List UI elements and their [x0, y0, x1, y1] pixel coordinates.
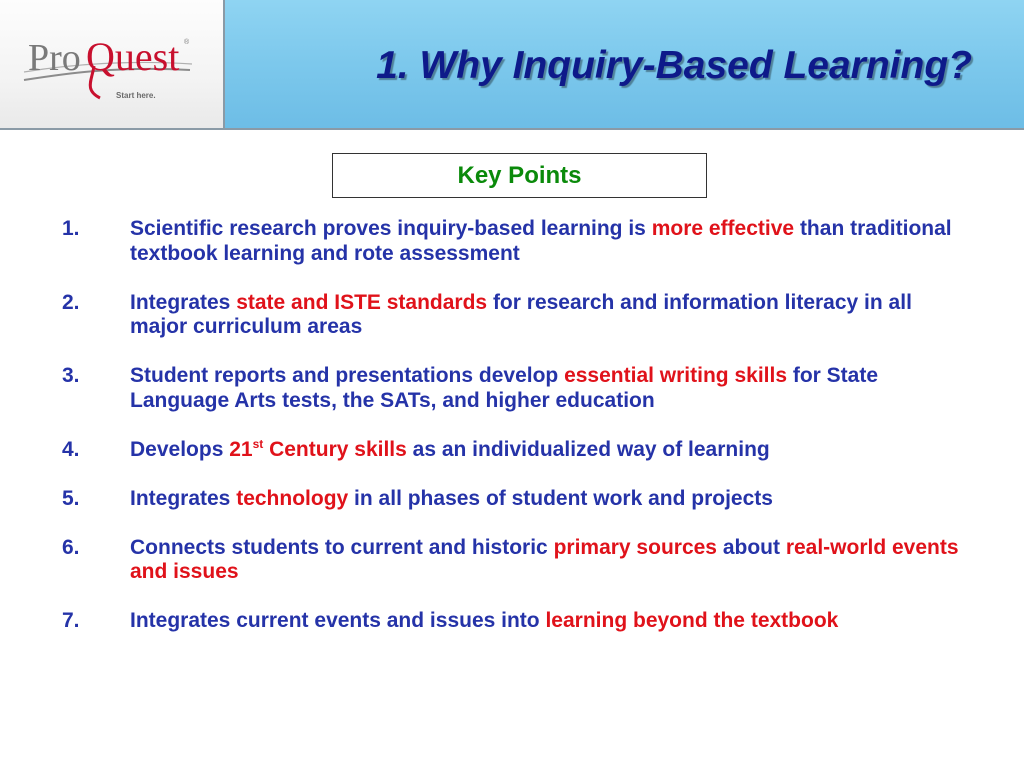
item-text: than traditional textbook learning and rote assessment — [130, 217, 952, 265]
item-text: for research and information literacy in all major curriculum areas — [130, 290, 912, 338]
logo-text-pro: Pro — [28, 37, 81, 79]
item-number: 6. — [62, 535, 80, 559]
item-text: as an individualized way of learning — [406, 437, 770, 461]
item-highlight: 21 — [229, 437, 253, 461]
item-highlight: learning beyond the textbook — [545, 609, 839, 632]
item-text: Integrates — [130, 486, 237, 510]
item-highlight: real-world events and issues — [130, 535, 959, 583]
key-points-label: Key Points — [457, 161, 582, 189]
list-item — [62, 487, 962, 512]
item-text: Integrates — [130, 290, 237, 314]
item-highlight: primary sources — [553, 535, 717, 559]
proquest-logo — [0, 0, 225, 130]
logo-tagline: Start here. — [116, 91, 156, 100]
item-number: 2. — [62, 290, 80, 314]
item-highlight: essential writing skills — [564, 364, 787, 387]
item-number: 3. — [62, 364, 80, 387]
item-text: for State Language Arts tests, the SATs, and higher education — [130, 364, 879, 412]
list-item — [62, 291, 962, 340]
list-item — [62, 217, 962, 266]
item-number: 5. — [62, 486, 80, 510]
item-text: about — [716, 535, 786, 559]
item-text: Student reports and presentations develop — [130, 364, 565, 387]
key-points-list — [62, 217, 962, 658]
item-highlight: more effective — [651, 217, 795, 240]
item-text: in all phases of student work and projects — [348, 486, 773, 510]
item-number: 1. — [62, 217, 80, 240]
item-highlight: state and ISTE standards — [236, 290, 488, 314]
item-highlight: technology — [236, 486, 349, 510]
item-number: 7. — [62, 609, 80, 632]
item-text: Scientific research proves inquiry-based learning is — [130, 217, 652, 240]
slide-header — [0, 0, 1024, 130]
item-text: Integrates current events and issues into — [130, 609, 546, 632]
slide-title: 1. Why Inquiry-Based Learning? — [376, 44, 972, 87]
title-band — [225, 0, 1024, 130]
svg-text:®: ® — [184, 39, 190, 46]
item-text: Develops — [130, 437, 230, 461]
proquest-logo-mark — [22, 28, 197, 104]
logo-text-quest: Quest — [86, 34, 180, 79]
list-item — [62, 536, 962, 585]
list-item — [62, 438, 962, 463]
list-item — [62, 609, 962, 634]
item-text: Connects students to current and historic — [130, 535, 554, 559]
list-item — [62, 364, 962, 413]
item-superscript: st — [252, 436, 264, 451]
item-highlight: Century skills — [263, 437, 407, 461]
item-number: 4. — [62, 437, 80, 461]
key-points-box — [332, 153, 707, 198]
